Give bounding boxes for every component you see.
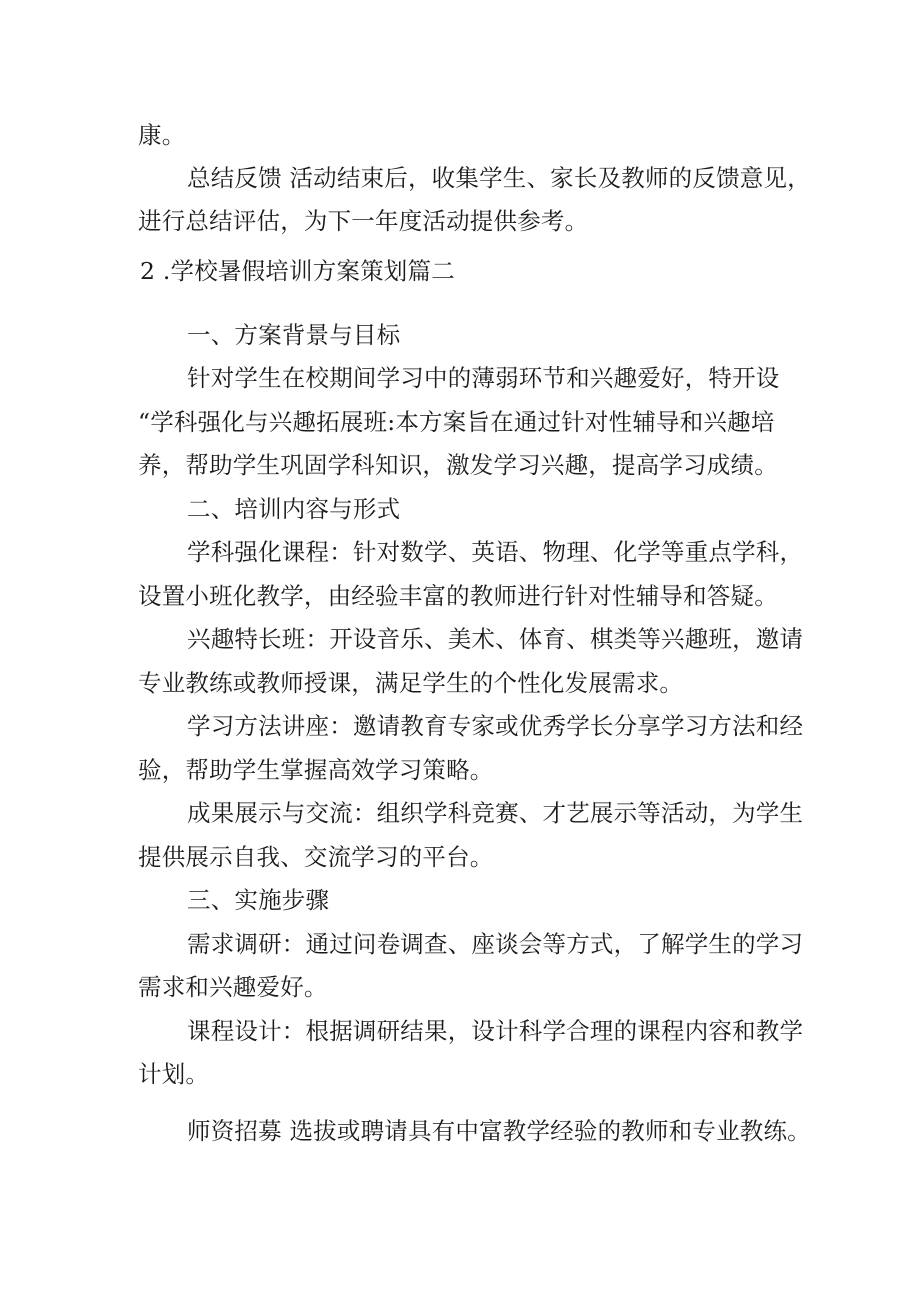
- text-line: 学习方法讲座：邀请教育专家或优秀学长分享学习方法和经: [187, 712, 804, 740]
- text-line: 康。: [138, 121, 186, 149]
- text-line: 提供展示自我、交流学习的平台。: [138, 843, 494, 871]
- text-line: 课程设计：根据调研结果，设计科学合理的课程内容和教学: [187, 1017, 804, 1045]
- subsection-heading: 三、实施步骤: [187, 886, 330, 914]
- text-line: 需求和兴趣爱好。: [138, 973, 328, 1001]
- text-line: 验，帮助学生掌握高效学习策略。: [138, 756, 494, 784]
- text-line: 进行总结评估，为下一年度活动提供参考。: [138, 207, 589, 235]
- text-line: 计划。: [138, 1060, 210, 1088]
- text-line: 总结反馈 活动结束后，收集学生、家长及教师的反馈意见，: [187, 164, 811, 192]
- text-line: 针对学生在校期间学习中的薄弱环节和兴趣爱好，特开设: [187, 364, 780, 392]
- text-line: 兴趣特长班：开设音乐、美术、体育、棋类等兴趣班，邀请: [187, 625, 804, 653]
- subsection-heading: 一、方案背景与目标: [187, 321, 401, 349]
- text-line: 养，帮助学生巩固学科知识，激发学习兴趣，提高学习成绩。: [138, 451, 778, 479]
- subsection-heading: 二、培训内容与形式: [187, 495, 401, 523]
- text-line: 成果展示与交流：组织学科竞赛、才艺展示等活动，为学生: [187, 799, 804, 827]
- text-line: “学科强化与兴趣拓展班:本方案旨在通过针对性辅导和兴趣培: [138, 408, 775, 436]
- text-line: 设置小班化教学，由经验丰富的教师进行针对性辅导和答疑。: [138, 582, 778, 610]
- text-line: 需求调研：通过问卷调查、座谈会等方式，了解学生的学习: [187, 930, 804, 958]
- text-line: 师资招募 选拔或聘请具有中富教学经验的教师和专业教练。: [187, 1117, 811, 1145]
- text-line: 学科强化课程：针对数学、英语、物理、化学等重点学科，: [187, 538, 804, 566]
- text-line: 专业教练或教师授课，满足学生的个性化发展需求。: [138, 669, 684, 697]
- section-heading: 2 .学校暑假培训方案策划篇二: [140, 257, 455, 285]
